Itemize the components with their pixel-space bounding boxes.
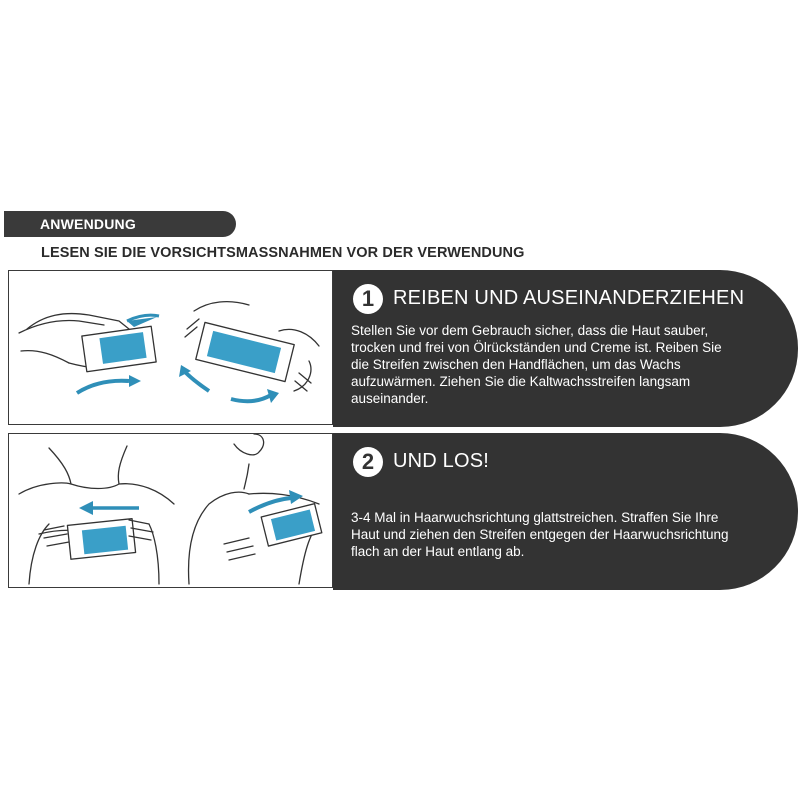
step-2-text-panel — [333, 433, 798, 590]
step-1 — [8, 270, 798, 427]
step-number-badge: 1 — [353, 284, 383, 314]
step-number-badge: 2 — [353, 447, 383, 477]
description-line: Stellen Sie vor dem Gebrauch sicher, dass die Haut sauber, — [351, 323, 709, 338]
rub-and-separate-illustration — [9, 271, 332, 424]
description-line: auseinander. — [351, 391, 429, 406]
description-line: 3-4 Mal in Haarwuchsrichtung glattstreichen. Straffen Sie Ihre — [351, 510, 719, 525]
step-1-illustration — [8, 270, 333, 425]
step-2-illustration — [8, 433, 333, 588]
step-description — [351, 509, 771, 560]
section-title: ANWENDUNG — [40, 216, 136, 232]
precautions-subtitle: LESEN SIE DIE VORSICHTSMASSNAHMEN VOR DER VERWENDUNG — [41, 245, 525, 261]
chest-application-illustration — [9, 434, 332, 587]
description-line: die Streifen zwischen den Handflächen, um das Wachs — [351, 357, 681, 372]
step-title: REIBEN UND AUSEINANDERZIEHEN — [393, 287, 745, 309]
description-line: trocken und frei von Ölrückständen und Creme ist. Reiben Sie — [351, 340, 722, 355]
description-line: flach an der Haut entlang ab. — [351, 544, 525, 559]
step-description — [351, 322, 771, 407]
section-header-bar — [4, 211, 236, 237]
step-1-text-panel — [333, 270, 798, 427]
description-line: Haut und ziehen den Streifen entgegen der Haarwuchsrichtung — [351, 527, 729, 542]
description-line: aufzuwärmen. Ziehen Sie die Kaltwachsstreifen langsam — [351, 374, 691, 389]
wax-strip-icon — [82, 526, 128, 554]
step-2 — [8, 433, 798, 590]
step-title: UND LOS! — [393, 450, 490, 472]
